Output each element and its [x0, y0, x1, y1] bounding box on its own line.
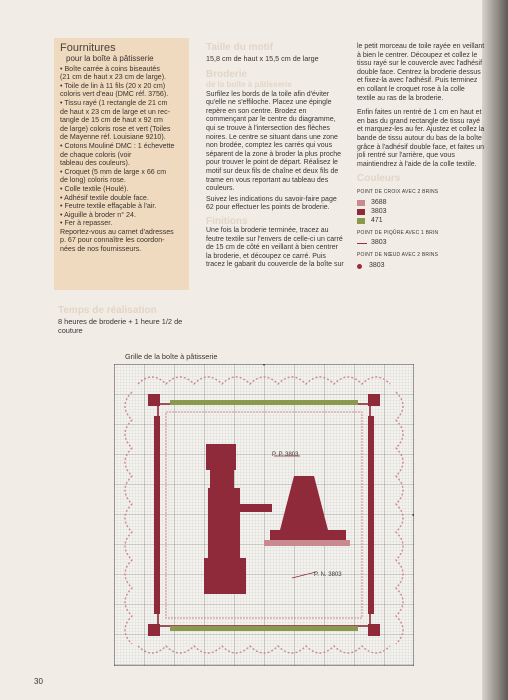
knot-row	[357, 262, 485, 271]
fournitures-line: • Fer à repasser.	[60, 219, 113, 228]
chart-label-pn: P. N. 3803	[314, 572, 342, 578]
fournitures-line: • Toile de lin à 11 fils (20 x 20 cm)	[60, 81, 166, 90]
fournitures-line: • Adhésif textile double face.	[60, 193, 149, 202]
fournitures-subtitle: pour la boîte à pâtisserie	[66, 54, 154, 63]
cross-stitch-row	[357, 217, 485, 226]
fournitures-box	[54, 38, 189, 290]
color-code: 3688	[371, 198, 387, 206]
color-code: 3803	[371, 207, 387, 215]
couleurs-title: Couleurs	[357, 173, 401, 185]
cross-stitch-row	[357, 208, 485, 217]
fournitures-line: coloris vert d'eau (DMC réf. 3756).	[60, 90, 169, 99]
fournitures-line: tangle de 15 cm de haut x 92 cm	[60, 116, 163, 125]
fournitures-line: • Boîte carrée à coins biseautés	[60, 64, 160, 73]
knot-code: 3803	[369, 261, 385, 269]
fournitures-line: de Mayenne réf. Louisiane 9210).	[60, 133, 166, 142]
backstitch-line-icon	[357, 243, 367, 244]
fournitures-line: • Colle textile (Houlé).	[60, 184, 129, 193]
fournitures-list	[60, 65, 183, 254]
fournitures-line: de large) coloris rose et vert (Toiles	[60, 124, 171, 133]
finitions-p2: le petit morceau de toile rayée en veillant à bien le centrer. Découpez et collez le tissu rayé sur le couvercle avec l'adhésif double face. Centrez la broderie dessus et fixez-la avec l'adhésif. Puis terminez en collant le croquet rose à la colle textile au ras de la broderie.	[357, 43, 485, 102]
fournitures-line: • Aiguille à broder n° 24.	[60, 210, 136, 219]
color-code: 471	[371, 216, 383, 224]
color-swatch	[357, 200, 365, 206]
finitions-column	[357, 43, 485, 271]
grille-label: Grille de la boîte à pâtisserie	[125, 352, 218, 361]
fournitures-line: Reportez-vous au carnet d'adresses	[60, 227, 174, 236]
taille-dims: 15,8 cm de haut x 15,5 cm de large	[206, 54, 319, 63]
temps-text: 8 heures de broderie + 1 heure 1/2 de couture	[58, 317, 183, 335]
embroidery-chart	[114, 364, 414, 666]
fournitures-line: tableau des couleurs).	[60, 159, 130, 168]
temps-section	[58, 306, 188, 335]
temps-title: Temps de réalisation	[58, 305, 157, 316]
broderie-subtitle: de la boîte à pâtisserie	[206, 79, 292, 89]
fournitures-line: de long) coloris rose.	[60, 176, 126, 185]
color-swatch	[357, 218, 365, 224]
chart-label-pp: P. P. 3803	[272, 452, 299, 458]
fournitures-line: de chaque coloris (voir	[60, 150, 132, 159]
knot-header: POINT DE NŒUD AVEC 2 BRINS	[357, 252, 439, 259]
cross-stitch-header: POINT DE CROIX AVEC 2 BRINS	[357, 188, 439, 195]
broderie-p1: Surfilez les bords de la toile afin d'éviter qu'elle ne s'effiloche. Placez une épingle repère en son centre. Brodez en commençant par le centre du diagramme, qui se trouve à l'intersection des flèches noires. Le centre se situant dans une zone non brodée, comptez les carrés qui vous séparent de la zone à broder la plus proche pour trouver le point de départ. Réalisez le motif sur deux fils de chaîne et deux fils de trame en vous reportant au tableau des couleurs.	[206, 90, 342, 193]
cross-stitch-list	[357, 199, 485, 226]
cross-stitch-row	[357, 199, 485, 208]
fournitures-line: • Croquet (5 mm de large x 66 cm	[60, 167, 167, 176]
finitions-title: Finitions	[206, 215, 248, 227]
color-swatch	[357, 209, 365, 215]
page-number: 30	[34, 677, 43, 686]
page-spine-shadow	[482, 0, 508, 700]
knot-dot-icon	[357, 264, 362, 269]
fournitures-line: (21 cm de haut x 23 cm de large).	[60, 73, 167, 82]
taille-title: Taille du motif	[206, 42, 274, 53]
fournitures-line: • Cotons Mouliné DMC : 1 échevette	[60, 141, 175, 150]
backstitch-header: POINT DE PIQÛRE AVEC 1 BRIN	[357, 229, 439, 236]
instructions-column	[206, 43, 345, 272]
finitions-p1: Une fois la broderie terminée, tracez au feutre textile sur l'envers de celle-ci un carré de 15 cm de côté en veillant à bien centrer la broderie, et découpez ce carré. Puis tracez le gabarit du couvercle de la boîte sur	[206, 226, 344, 269]
finitions-p3: Enfin faites un rentré de 1 cm en haut et en bas du grand rectangle de tissu rayé et marquez-les au fer. Ajustez et collez la bande de tissu autour du bas de la boîte grâce à l'adhésif double face, et faites un joli rentré sur l'arrière, que vous maintiendrez à l'aide de la colle textile.	[357, 109, 485, 168]
fournitures-title: Fournitures	[60, 42, 116, 54]
broderie-title: Broderie	[206, 68, 248, 80]
backstitch-row	[357, 239, 485, 248]
fournitures-line: • Tissu rayé (1 rectangle de 21 cm	[60, 98, 168, 107]
fournitures-line: • Feutre textile effaçable à l'air.	[60, 202, 157, 211]
backstitch-code: 3803	[371, 239, 387, 247]
fournitures-line: de haut x 23 cm de large et un rec-	[60, 107, 171, 116]
broderie-p2: Suivez les indications du savoir-faire page 62 pour effectuer les points de broderie.	[206, 195, 337, 212]
fournitures-line: p. 67 pour connaître les coordon-	[60, 236, 165, 245]
fournitures-line: nées de nos fournisseurs.	[60, 245, 142, 254]
